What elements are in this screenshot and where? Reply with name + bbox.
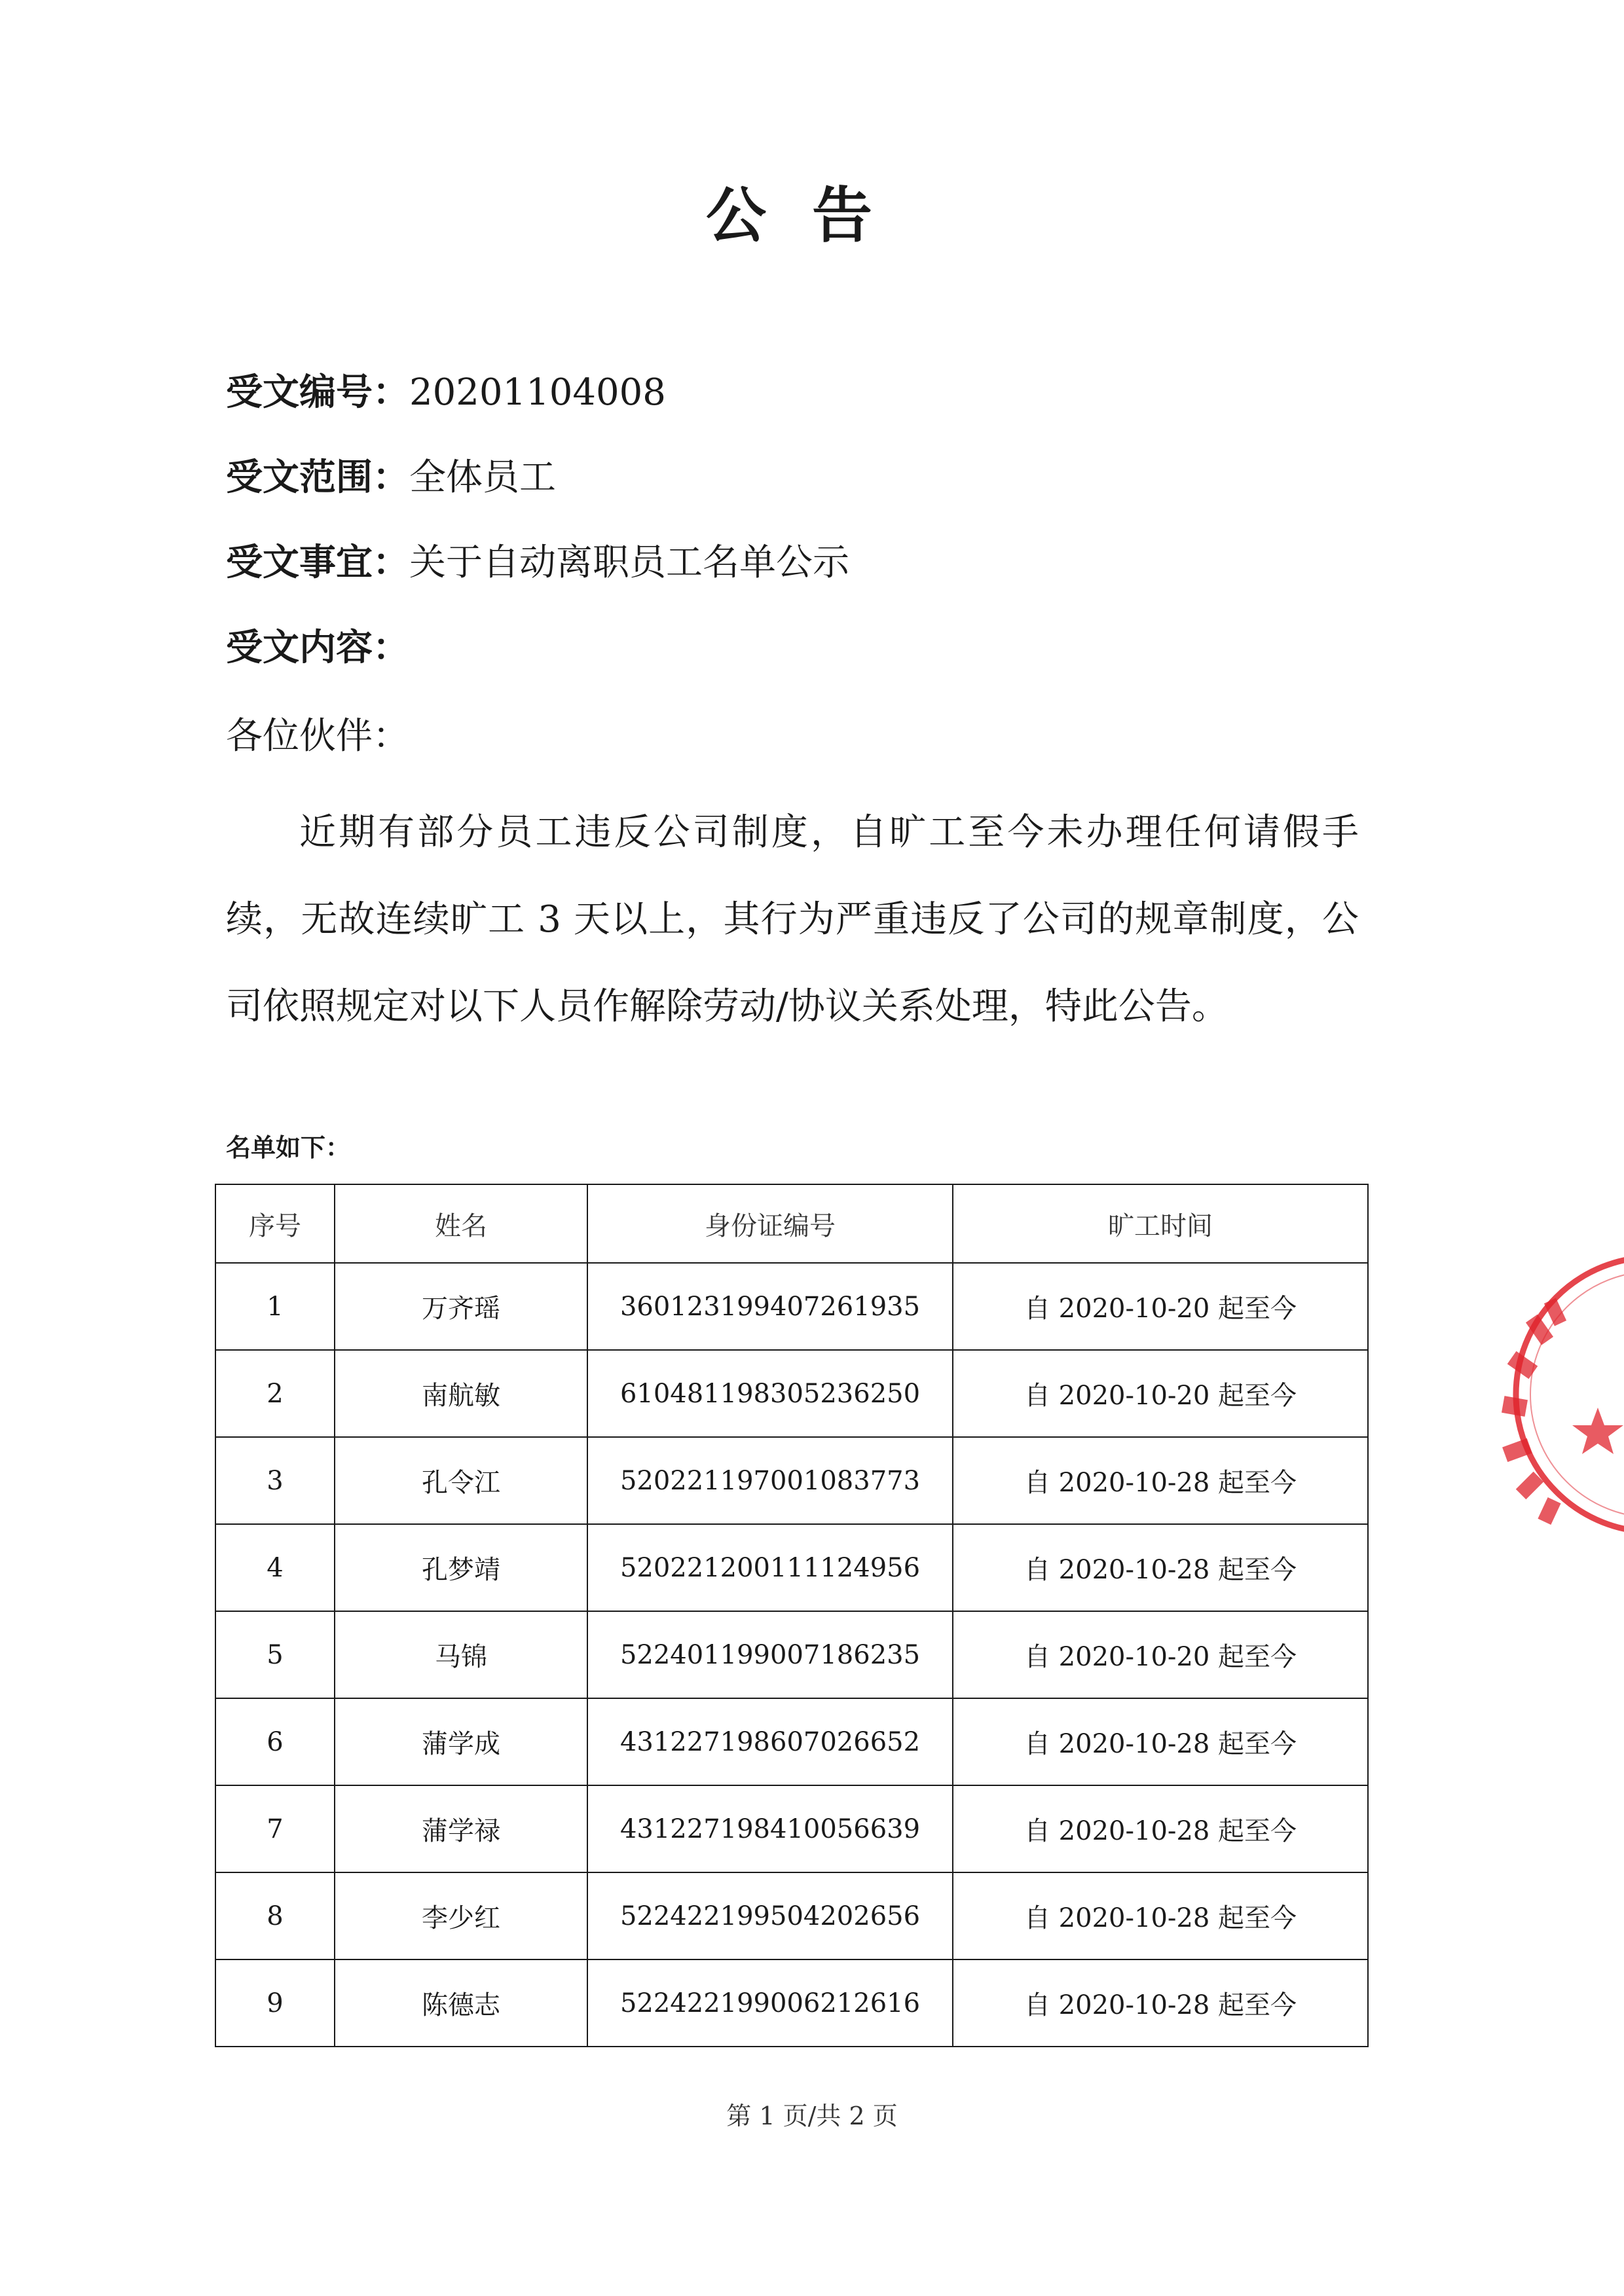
table-row <box>215 1698 1368 1785</box>
table-row <box>215 1785 1368 1872</box>
cell-name: 李少红 <box>335 1872 587 1959</box>
table-row <box>215 1437 1368 1524</box>
cell-absence-date: 自 2020-10-28 起至今 <box>953 1698 1368 1785</box>
cell-name: 马锦 <box>335 1611 587 1698</box>
cell-id-number: 610481198305236250 <box>587 1350 953 1437</box>
cell-absence-date: 自 2020-10-20 起至今 <box>953 1611 1368 1698</box>
field-value: 全体员工 <box>409 456 556 499</box>
cell-number: 7 <box>215 1785 335 1872</box>
cell-absence-date: 自 2020-10-28 起至今 <box>953 1437 1368 1524</box>
greeting: 各位伙伴： <box>226 715 409 757</box>
field-value: 关于自动离职员工名单公示 <box>409 541 849 584</box>
field-scope <box>226 452 556 504</box>
cell-name: 蒲学禄 <box>335 1785 587 1872</box>
cell-name: 孔令江 <box>335 1437 587 1524</box>
cell-number: 9 <box>215 1959 335 2047</box>
page-title: 公告 <box>705 181 918 251</box>
field-label: 受文事宜： <box>226 541 409 584</box>
list-label: 名单如下： <box>226 1133 351 1162</box>
table-row <box>215 1263 1368 1350</box>
cell-name: 蒲学成 <box>335 1698 587 1785</box>
cell-number: 1 <box>215 1263 335 1350</box>
field-content <box>226 622 409 674</box>
cell-name: 陈德志 <box>335 1959 587 2047</box>
table-row <box>215 1959 1368 2047</box>
cell-number: 5 <box>215 1611 335 1698</box>
cell-number: 6 <box>215 1698 335 1785</box>
header-id-number: 身份证编号 <box>587 1184 953 1263</box>
field-label: 受文内容： <box>226 627 409 669</box>
cell-absence-date: 自 2020-10-20 起至今 <box>953 1350 1368 1437</box>
header-name: 姓名 <box>335 1184 587 1263</box>
field-doc-number <box>226 367 666 419</box>
field-label: 受文范围： <box>226 456 409 499</box>
cell-id-number: 522422199006212616 <box>587 1959 953 2047</box>
body-paragraph: 近期有部分员工违反公司制度，自旷工至今未办理任何请假手续，无故连续旷工 3 天以上，其行为严重违反了公司的规章制度，公司依照规定对以下人员作解除劳动/协议关系处理，特此公告。 <box>226 811 1359 1028</box>
cell-number: 3 <box>215 1437 335 1524</box>
employee-table <box>215 1184 1369 2047</box>
cell-number: 8 <box>215 1872 335 1959</box>
header-number: 序号 <box>215 1184 335 1263</box>
field-value: 20201104008 <box>409 371 666 414</box>
field-subject <box>226 537 849 589</box>
cell-id-number: 360123199407261935 <box>587 1263 953 1350</box>
cell-id-number: 431227198410056639 <box>587 1785 953 1872</box>
header-absence-date: 旷工时间 <box>953 1184 1368 1263</box>
cell-absence-date: 自 2020-10-20 起至今 <box>953 1263 1368 1350</box>
cell-number: 2 <box>215 1350 335 1437</box>
cell-name: 南航敏 <box>335 1350 587 1437</box>
field-label: 受文编号： <box>226 371 409 414</box>
cell-absence-date: 自 2020-10-28 起至今 <box>953 1785 1368 1872</box>
cell-name: 万齐瑶 <box>335 1263 587 1350</box>
cell-id-number: 520221200111124956 <box>587 1524 953 1611</box>
cell-id-number: 431227198607026652 <box>587 1698 953 1785</box>
company-seal-stamp <box>1470 1254 1624 1594</box>
cell-absence-date: 自 2020-10-28 起至今 <box>953 1959 1368 2047</box>
cell-id-number: 522401199007186235 <box>587 1611 953 1698</box>
table-row <box>215 1524 1368 1611</box>
cell-name: 孔梦靖 <box>335 1524 587 1611</box>
table-row <box>215 1350 1368 1437</box>
cell-absence-date: 自 2020-10-28 起至今 <box>953 1524 1368 1611</box>
cell-id-number: 522422199504202656 <box>587 1872 953 1959</box>
cell-absence-date: 自 2020-10-28 起至今 <box>953 1872 1368 1959</box>
table-row <box>215 1872 1368 1959</box>
table-header-row <box>215 1184 1368 1263</box>
table-row <box>215 1611 1368 1698</box>
cell-number: 4 <box>215 1524 335 1611</box>
cell-id-number: 520221197001083773 <box>587 1437 953 1524</box>
page-number: 第 1 页/共 2 页 <box>726 2102 898 2130</box>
